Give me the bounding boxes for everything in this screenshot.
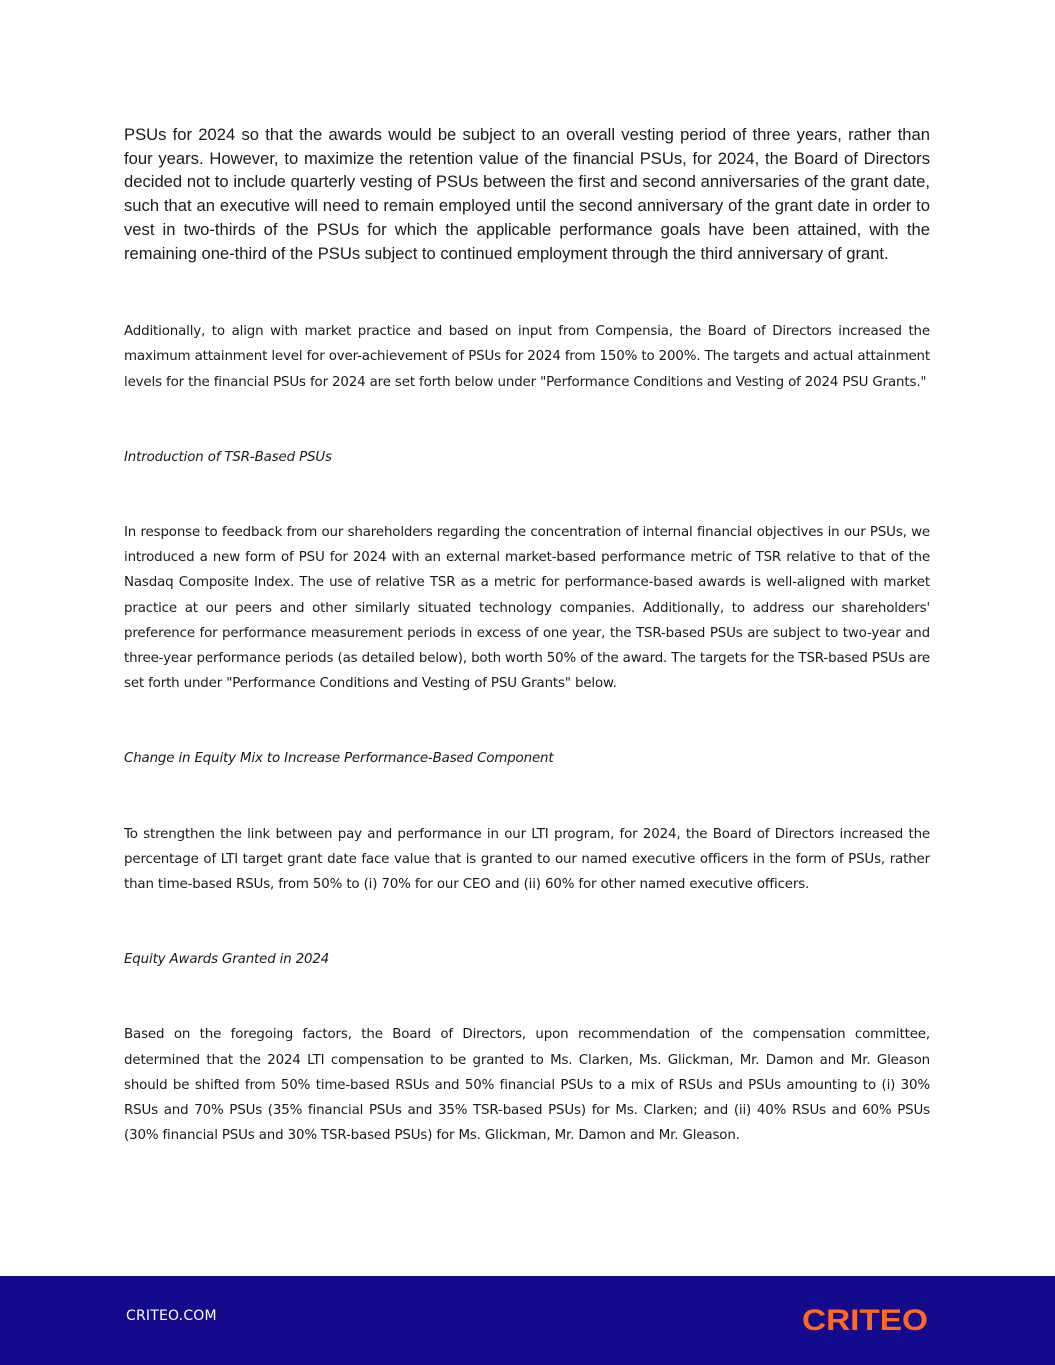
paragraph-attainment-level: Additionally, to align with market practice and based on input from Compensia, the Board of Directors increased the maximum attainment level for over-achievement of PSUs for 2024 from 150% to 200%. The targets and actual attainment levels for the financial PSUs for 2024 are set forth below under "Performance Conditions and Vesting of 2024 PSU Grants.": [124, 324, 930, 390]
criteo-logo-text: CRITEO: [802, 1304, 928, 1334]
criteo-logo: [802, 1304, 928, 1334]
paragraph-equity-awards: Based on the foregoing factors, the Board of Directors, upon recommendation of the compensation committee, determined that the 2024 LTI compensation to be granted to Ms. Clarken, Ms. Glickman, Mr. Damon and Mr. Gleason should be shifted from 50% time-based RSUs and 50% financial PSUs to a mix of RSUs and PSUs amounting to (i) 30% RSUs and 70% PSUs (35% financial PSUs and 35% TSR-based PSUs) for Ms. Clarken; and (ii) 40% RSUs and 60% PSUs (30% financial PSUs and 30% TSR-based PSUs) for Ms. Glickman, Mr. Damon and Mr. Gleason.: [124, 1027, 930, 1144]
paragraph-equity-mix: To strengthen the link between pay and performance in our LTI program, for 2024, the Board of Directors increased the percentage of LTI target grant date face value that is granted to our named executive officers in the form of PSUs, rather than time-based RSUs, from 50% to (i) 70% for our CEO and (ii) 60% for other named executive officers.: [124, 826, 930, 893]
paragraph-tsr-psus: In response to feedback from our shareholders regarding the concentration of internal financial objectives in our PSUs, we introduced a new form of PSU for 2024 with an external market-based performance metric of TSR relative to that of the Nasdaq Composite Index. The use of relative TSR as a metric for performance-based awards is well-aligned with market practice at our peers and other similarly situated technology companies. Additionally, to address our shareholders' preference for performance measurement periods in excess of one year, the TSR-based PSUs are subject to two-year and three-year performance periods (as detailed below), both worth 50% of the award. The targets for the TSR-based PSUs are set forth under "Performance Conditions and Vesting of PSU Grants" below.: [124, 525, 930, 692]
footer-website-link[interactable]: CRITEO.COM: [126, 1308, 217, 1324]
paragraph-psu-vesting: PSUs for 2024 so that the awards would be subject to an overall vesting period of three years, rather than four years. However, to maximize the retention value of the financial PSUs, for 2024, the Board of Directors decided not to include quarterly vesting of PSUs between the first and second anniversaries of the grant date, such that an executive will need to remain employed until the second anniversary of the grant date in order to vest in two-thirds of the PSUs for which the applicable performance goals have been attained, with the remaining one-third of the PSUs subject to continued employment through the third anniversary of grant.: [124, 125, 930, 263]
heading-equity-mix: Change in Equity Mix to Increase Performance-Based Component: [124, 751, 554, 767]
page-footer: [0, 1276, 1055, 1365]
heading-tsr-psus: Introduction of TSR-Based PSUs: [124, 449, 332, 465]
heading-equity-awards: Equity Awards Granted in 2024: [124, 952, 330, 968]
document-body: [124, 123, 930, 1148]
